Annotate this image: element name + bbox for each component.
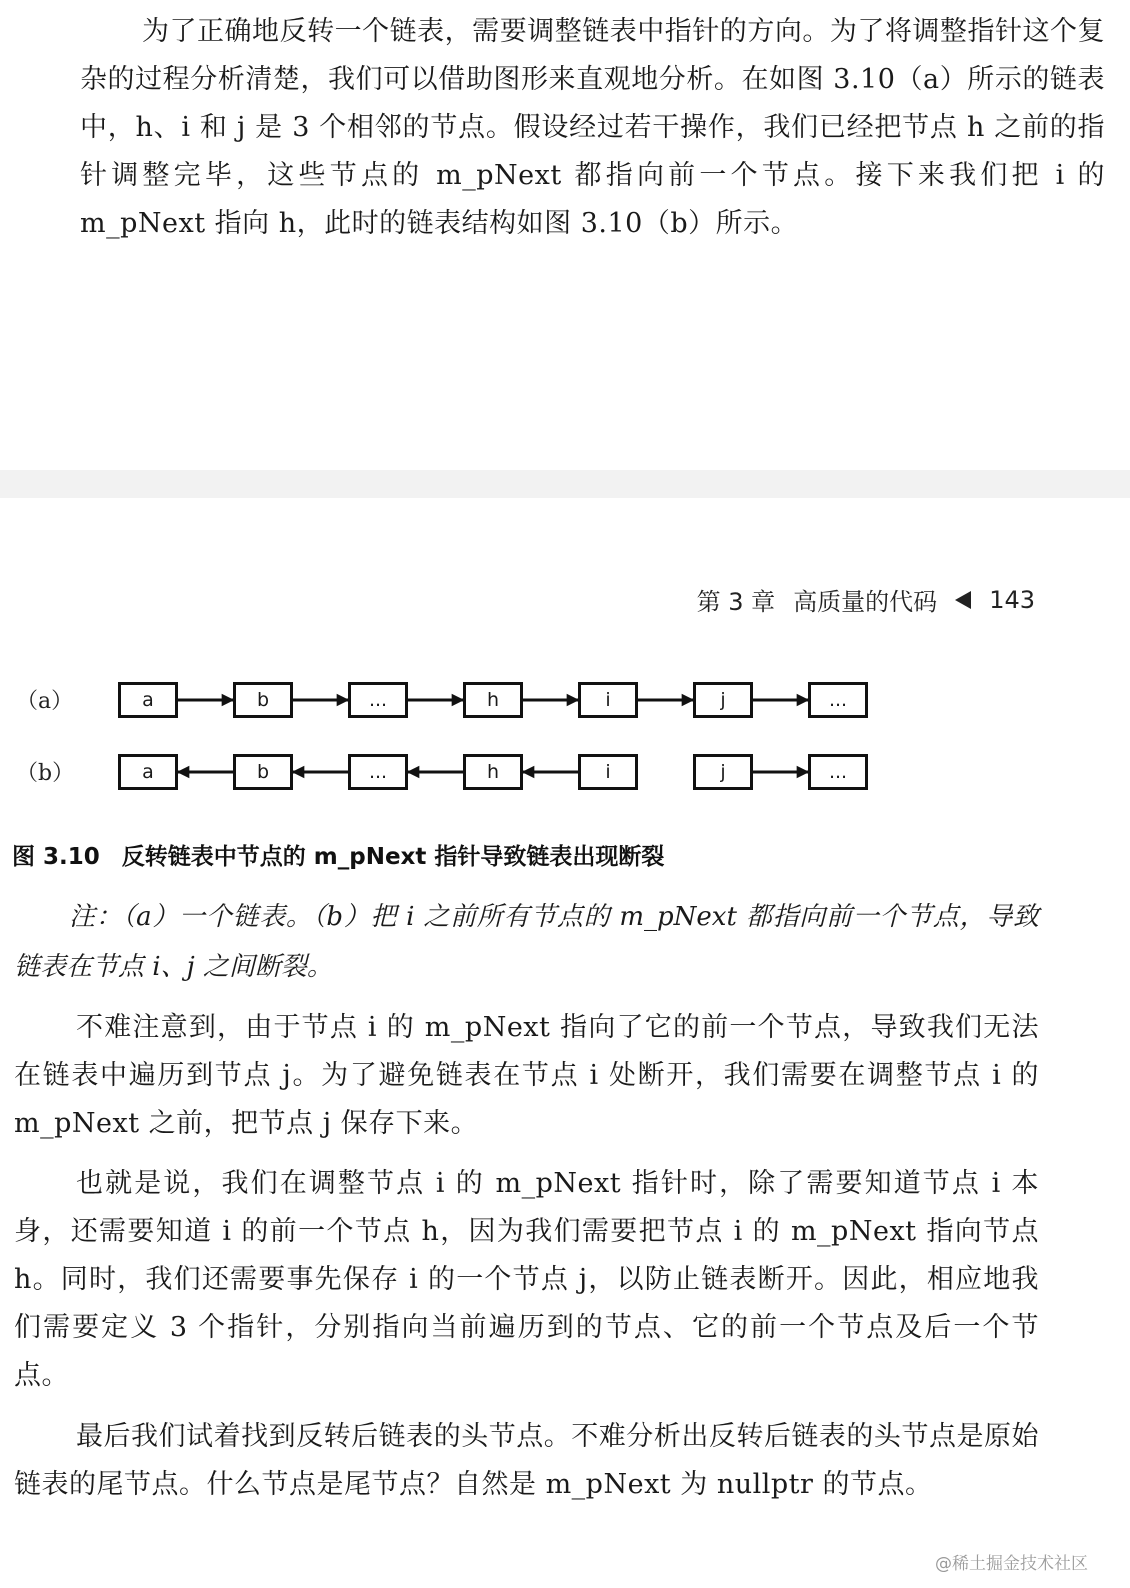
running-header (697, 582, 1035, 617)
previous-page-fragment (0, 0, 1130, 470)
figure-caption-text: 反转链表中节点的 m_pNext 指针导致链表出现断裂 (121, 844, 665, 870)
figure-number: 图 3.10 (12, 844, 100, 870)
row-label: （b） (16, 761, 75, 786)
list-node: h (463, 682, 523, 718)
chapter-title: 高质量的代码 (793, 588, 938, 616)
page-separator (0, 470, 1130, 498)
list-node: ... (808, 754, 868, 790)
triangle-left-icon (955, 591, 971, 609)
list-node: h (463, 754, 523, 790)
linked-list-figure (0, 660, 1130, 810)
figure-note: 注：（a）一个链表。（b）把 i 之前所有节点的 m_pNext 都指向前一个节点，导致链表在节点 i、j 之间断裂。 (14, 902, 1039, 982)
list-node: i (578, 682, 638, 718)
list-node: i (578, 754, 638, 790)
list-node: ... (808, 682, 868, 718)
paragraph-4: 最后我们试着找到反转后链表的头节点。不难分析出反转后链表的头节点是原始链表的尾节点。什么节点是尾节点？自然是 m_pNext 为 nullptr 的节点。 (14, 1421, 1039, 1500)
figure-caption (12, 838, 664, 871)
top-paragraph: 为了正确地反转一个链表，需要调整链表中指针的方向。为了将调整指针这个复杂的过程分析清楚，我们可以借助图形来直观地分析。在如图 3.10（a）所示的链表中，h、i 和 j 是 3 个相邻的节点。假设经过若干操作，我们已经把节点 h 之前的指针调整完毕，这些节点的 m_pNext 都指向前一个节点。接下来我们把 i 的 m_pNext 指向 h，此时的链表结构如图 3.10（b）所示。 (80, 16, 1105, 239)
list-node: b (233, 682, 293, 718)
paragraph-2: 不难注意到，由于节点 i 的 m_pNext 指向了它的前一个节点，导致我们无法在链表中遍历到节点 j。为了避免链表在节点 i 处断开，我们需要在调整节点 i 的 m_pNext 之前，把节点 j 保存下来。 (14, 1012, 1039, 1139)
row-label: （a） (16, 689, 74, 714)
list-node: ... (348, 754, 408, 790)
list-node: b (233, 754, 293, 790)
page-number: 143 (989, 585, 1035, 614)
list-node: j (693, 754, 753, 790)
list-node: ... (348, 682, 408, 718)
chapter-label: 第 3 章 (696, 588, 776, 616)
list-node: j (693, 682, 753, 718)
list-node: a (118, 682, 178, 718)
paragraph-3: 也就是说，我们在调整节点 i 的 m_pNext 指针时，除了需要知道节点 i 本身，还需要知道 i 的前一个节点 h，因为我们需要把节点 i 的 m_pNext 指向节点 h。同时，我们还需要事先保存 i 的一个节点 j，以防止链表断开。因此，相应地我们需要定义 3 个指针，分别指向当前遍历到的节点、它的前一个节点及后一个节点。 (14, 1168, 1039, 1391)
list-node: a (118, 754, 178, 790)
watermark: @稀土掘金技术社区 (935, 1554, 1088, 1574)
